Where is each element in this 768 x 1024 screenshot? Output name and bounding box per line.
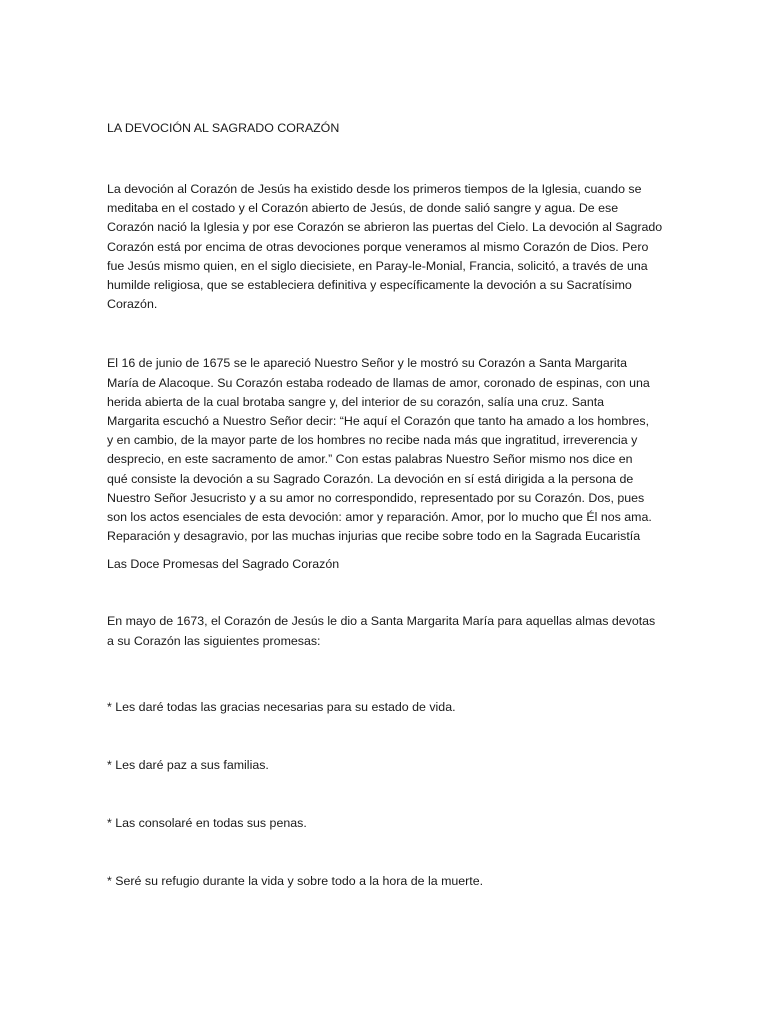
paragraph-line: humilde religiosa, que se estableciera definitiva y específicamente la devoción a su Sacratísimo [107,278,632,293]
paragraph-line: Corazón nació la Iglesia y por ese Corazón se abrieron las puertas del Cielo. La devoción al Sagrado [107,220,663,235]
paragraph-line: El 16 de junio de 1675 se le apareció Nuestro Señor y le mostró su Corazón a Santa Margarita [107,356,628,371]
paragraph-line: Reparación y desagravio, por las muchas injurias que recibe sobre todo en la Sagrada Eucaristía [107,529,641,544]
paragraph-line: qué consiste la devoción a su Sagrado Corazón. La devoción en sí está dirigida a la persona de [107,471,634,486]
paragraph-line: Corazón. [107,297,158,312]
promise-item: * Las consolaré en todas sus penas. [107,815,307,830]
paragraph-history [107,180,667,314]
paragraph-line: María de Alacoque. Su Corazón estaba rodeado de llamas de amor, coronado de espinas, con una [107,375,650,390]
paragraph-line: Nuestro Señor Jesucristo y a su amor no correspondido, representado por su Corazón. Dos, pues [107,490,645,505]
paragraph-line: Corazón está por encima de otras devociones porque veneramos al mismo Corazón de Dios. Pero [107,239,649,254]
document-page [107,118,667,891]
promise-item: * Seré su refugio durante la vida y sobre todo a la hora de la muerte. [107,873,484,888]
paragraph-line: Margarita escuchó a Nuestro Señor decir: “He aquí el Corazón que tanto ha amado a los hombres, [107,414,650,429]
paragraph-apparition [107,354,667,546]
paragraph-promises-intro [107,612,667,650]
promise-item: * Les daré todas las gracias necesarias para su estado de vida. [107,699,456,714]
paragraph-line: En mayo de 1673, el Corazón de Jesús le dio a Santa Margarita María para aquellas almas devotas [107,614,656,629]
paragraph-line: son los actos esenciales de esta devoción: amor y reparación. Amor, por lo mucho que Él nos ama. [107,510,652,525]
paragraph-line: desprecio, en este sacramento de amor.” Con estas palabras Nuestro Señor mismo nos dice en [107,452,633,467]
paragraph-line: herida abierta de la cual brotaba sangre y, del interior de su corazón, salía una cruz. Santa [107,394,605,409]
paragraph-line: a su Corazón las siguientes promesas: [107,633,321,648]
promise-item: * Les daré paz a sus familias. [107,757,269,772]
paragraph-line: fue Jesús mismo quien, en el siglo diecisiete, en Paray-le-Monial, Francia, solicitó, a través de una [107,258,648,273]
document-title: LA DEVOCIÓN AL SAGRADO CORAZÓN [107,121,340,135]
paragraph-line: La devoción al Corazón de Jesús ha existido desde los primeros tiempos de la Iglesia, cuando se [107,182,642,196]
paragraph-line: meditaba en el costado y el Corazón abierto de Jesús, de donde salió sangre y agua. De ese [107,201,619,216]
promises-heading: Las Doce Promesas del Sagrado Corazón [107,557,340,572]
paragraph-line: y en cambio, de la mayor parte de los hombres no recibe nada más que ingratitud, irreverencia y [107,433,638,448]
